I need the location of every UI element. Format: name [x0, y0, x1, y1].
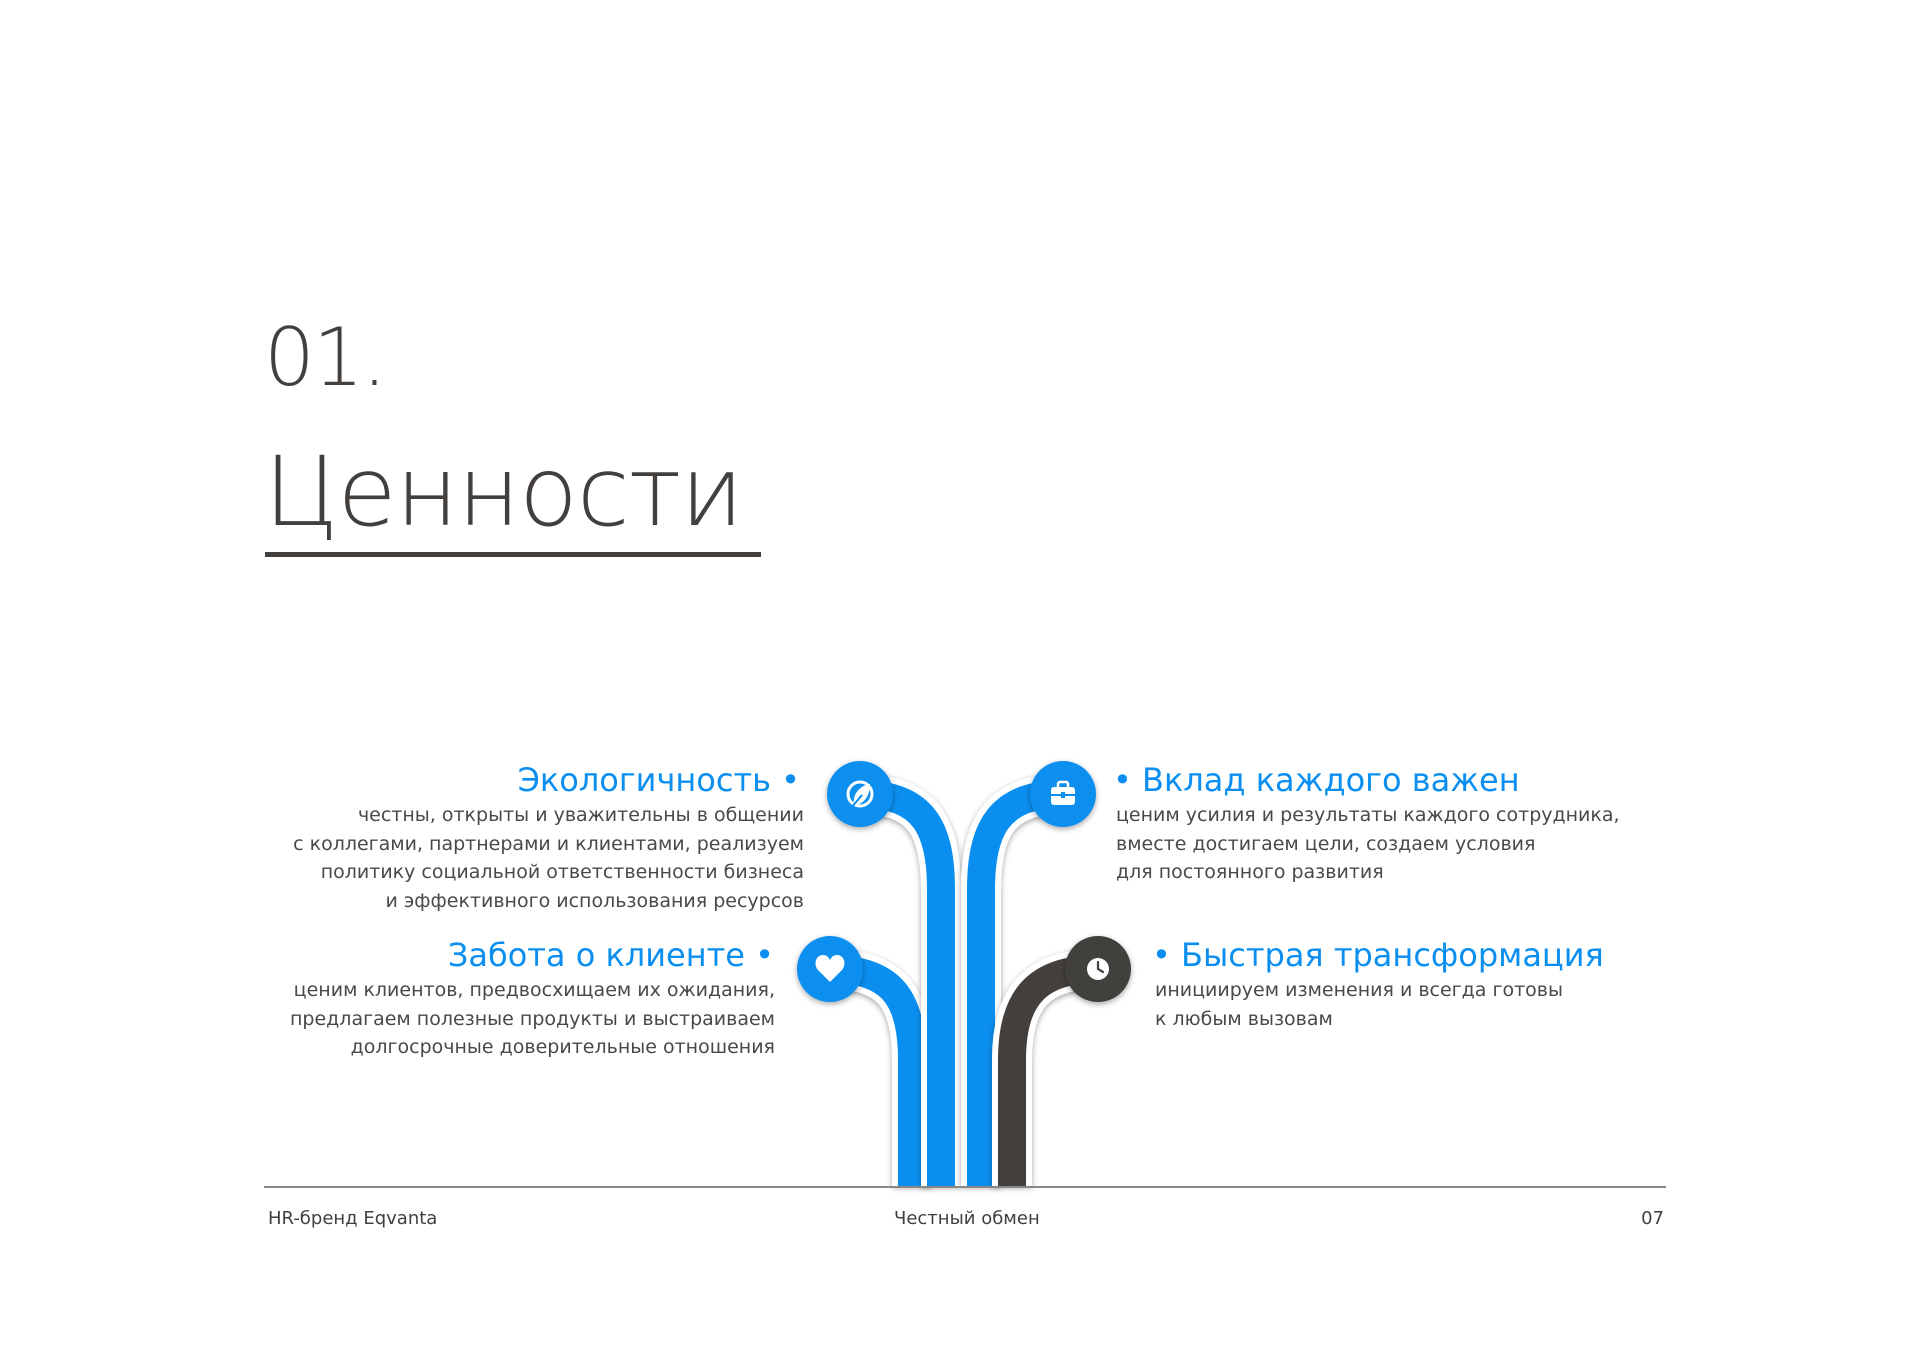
value-desc-contribution: ценим усилия и результаты каждого сотрудника, вместе достигаем цели, создаем условия для постоянного развития [1116, 804, 1620, 883]
value-title-client-care: Забота о клиенте • [447, 936, 774, 974]
clock-icon [1087, 958, 1109, 980]
value-title-transformation: • Быстрая трансформация [1152, 936, 1604, 974]
footer-section: Честный обмен [894, 1208, 1040, 1229]
value-desc-client-care: ценим клиентов, предвосхищаем их ожидания, предлагаем полезные продукты и выстраиваем долгосрочные доверительные отношения [289, 979, 775, 1058]
branch-client-care [797, 936, 912, 1186]
footer-divider [264, 1186, 1666, 1188]
page-number: 07 [1641, 1208, 1664, 1229]
value-title-ecology: Экологичность • [517, 761, 800, 799]
section-number: 01. [264, 311, 386, 404]
branch-transformation [1012, 936, 1131, 1186]
value-title-contribution: • Вклад каждого важен [1113, 761, 1520, 799]
page-title: Ценности [264, 436, 743, 548]
footer-brand: HR-бренд Eqvanta [268, 1208, 438, 1229]
value-desc-transformation: инициируем изменения и всегда готовы к любым вызовам [1155, 979, 1563, 1030]
value-desc-ecology: честны, открыты и уважительны в общении с коллегами, партнерами и клиентами, реализуем политику социальной ответственности бизнеса и эффективного использования ресурсов [293, 804, 804, 912]
